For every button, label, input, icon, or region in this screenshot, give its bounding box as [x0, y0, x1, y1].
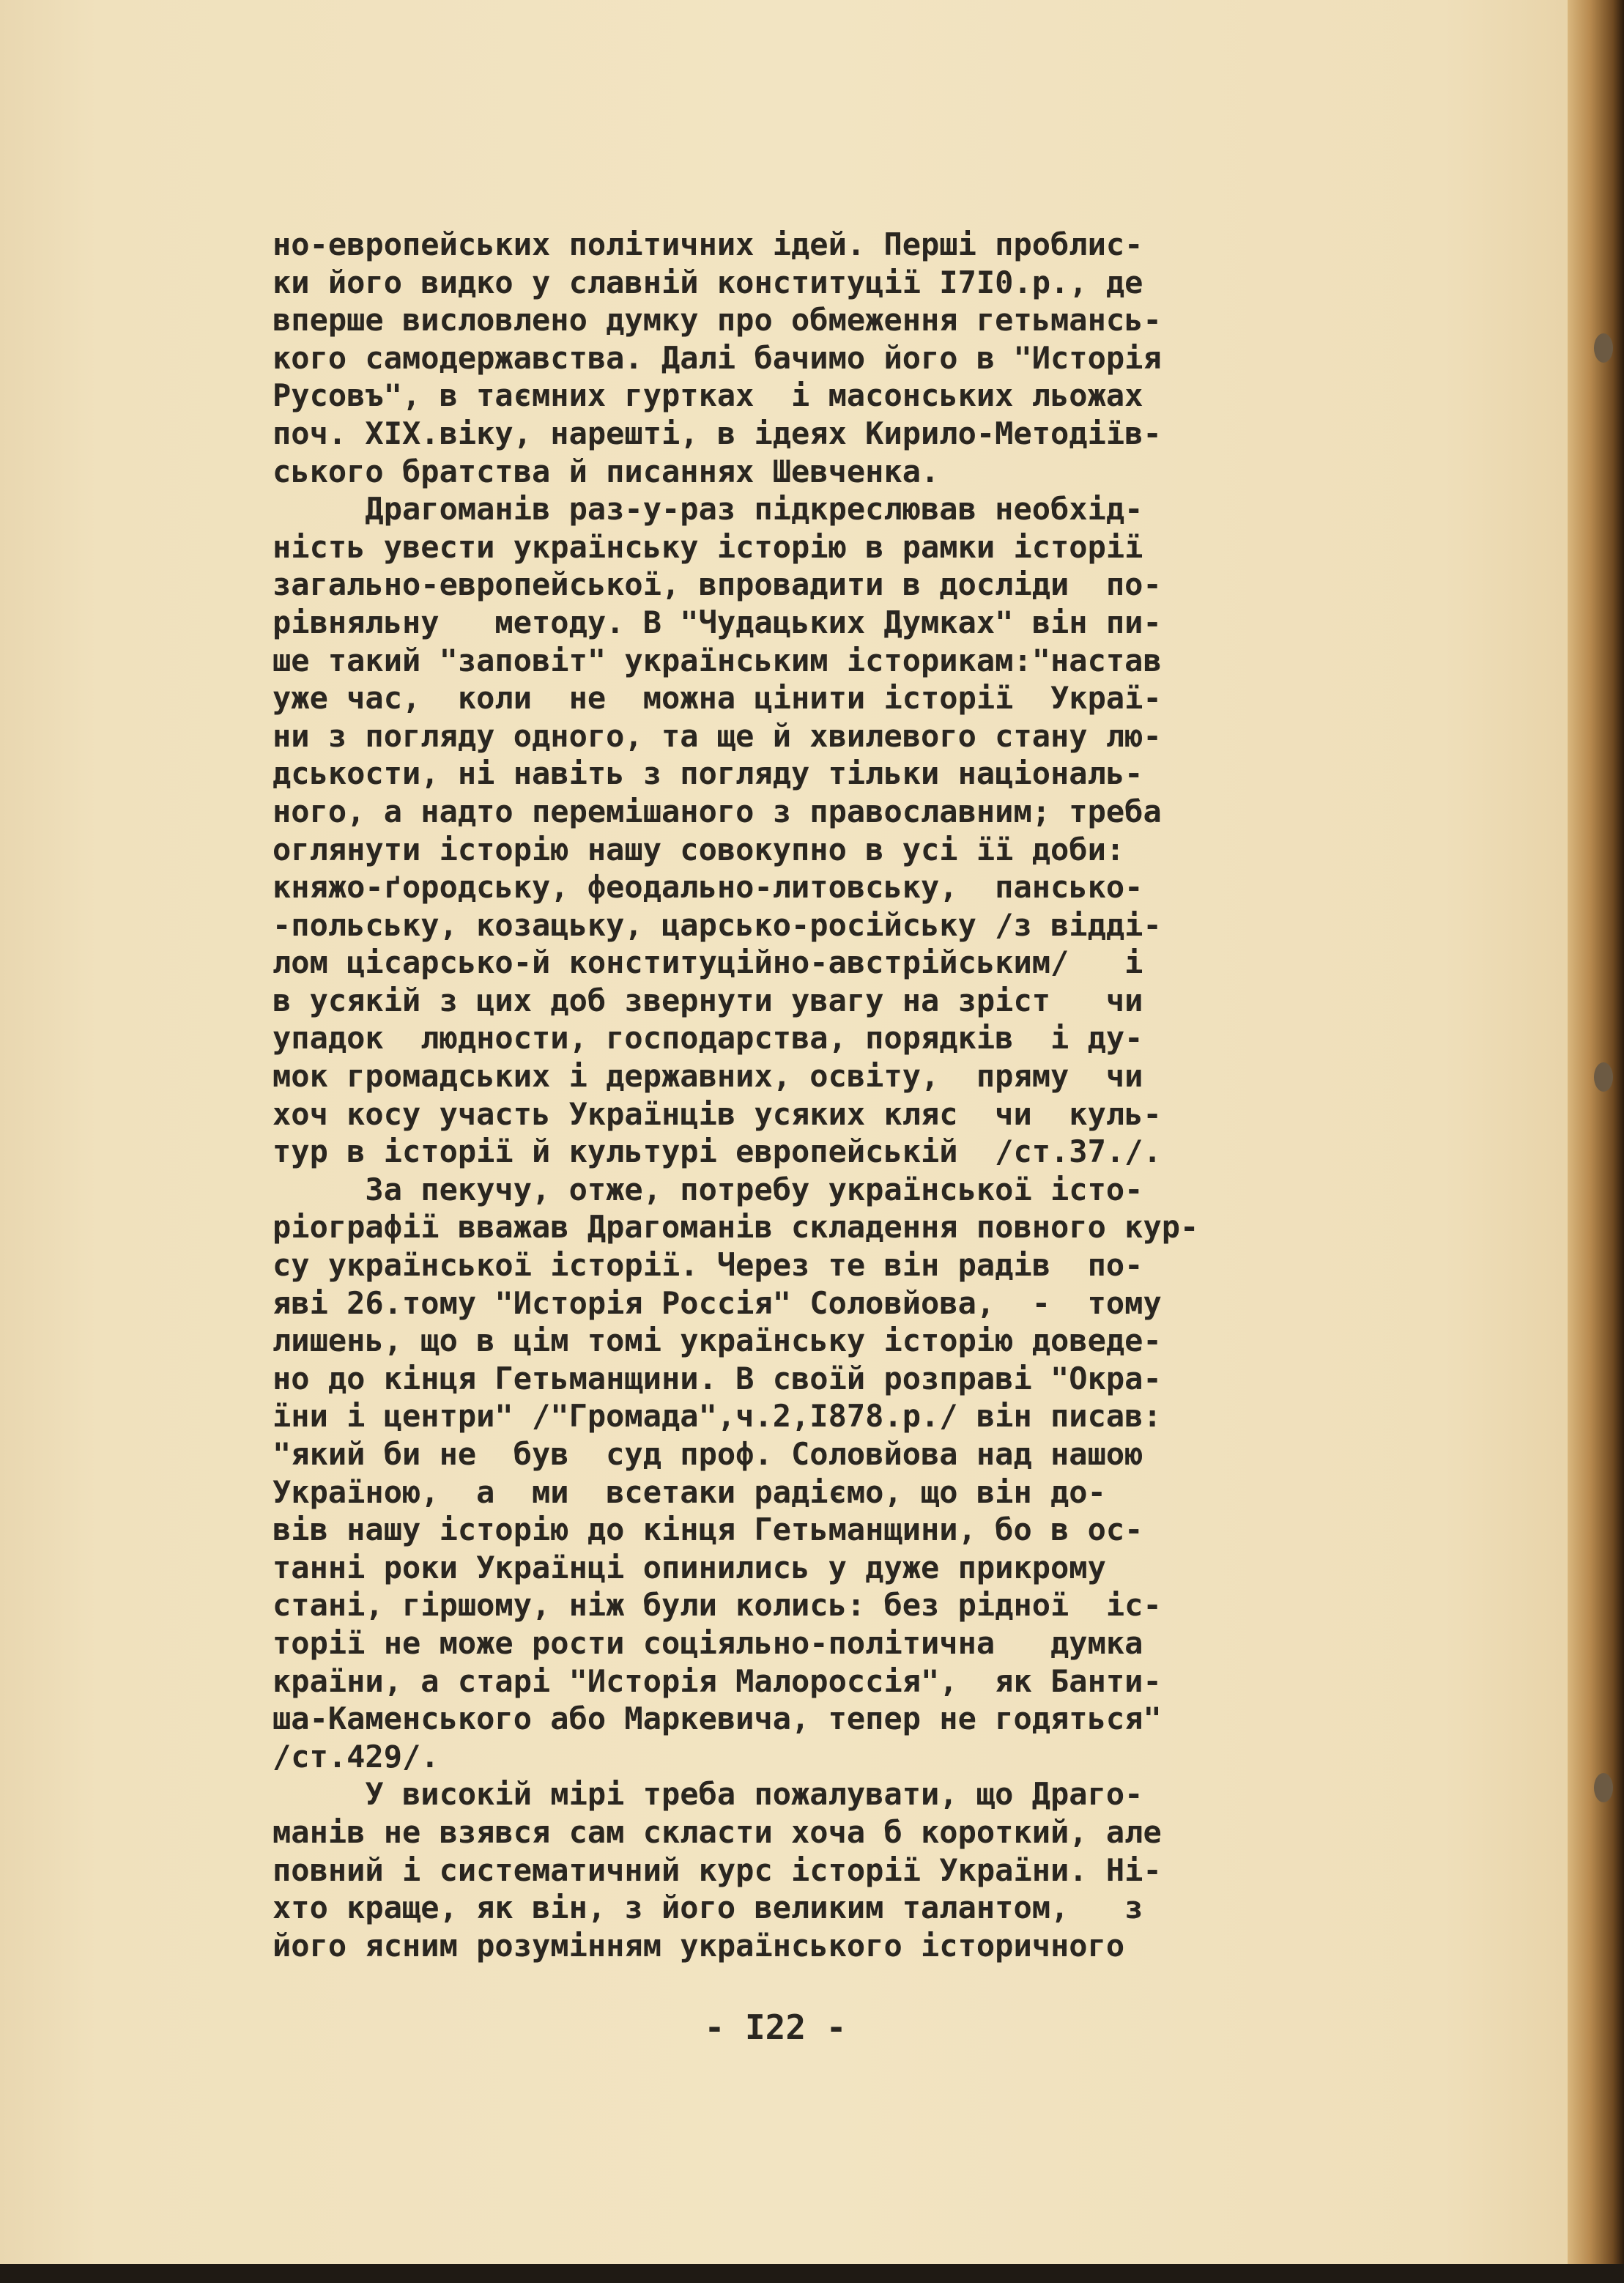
text-line: ського братства й писаннях Шевченка. — [272, 453, 940, 489]
text-line: вперше висловлено думку про обмеження гетьмансь- — [272, 302, 1162, 338]
text-line: танні роки Українці опинились у дуже прикрому — [272, 1549, 1106, 1585]
text-line: вів нашу історію до кінця Гетьманщини, бо в ос- — [272, 1511, 1143, 1548]
text-line: хоч косу участь Українців усяких кляс чи куль- — [272, 1095, 1162, 1132]
text-line: стані, гіршому, ніж були колись: без рідної іс- — [272, 1587, 1162, 1624]
text-line: тур в історії й культурі европейській /ст.37./. — [272, 1133, 1162, 1170]
text-line: поч. XIX.віку, нарешті, в ідеях Кирило-Методіїв- — [272, 415, 1162, 451]
text-line: уже час, коли не можна цінити історії Украї- — [272, 680, 1162, 717]
scan-bottom-edge — [0, 2264, 1624, 2283]
text-line: "який би не був суд проф. Соловйова над нашою — [272, 1436, 1143, 1472]
text-line: його ясним розумінням українського історичного — [272, 1927, 1125, 1964]
text-line: лом цісарсько-й конституційно-австрійським/ і — [272, 944, 1143, 981]
binding-hole-icon — [1594, 1062, 1613, 1092]
text-line: ша-Каменського або Маркевича, тепер не годяться" — [272, 1701, 1162, 1737]
text-line: /ст.429/. — [272, 1738, 440, 1775]
text-line: повний і систематичний курс історії України. Ні- — [272, 1851, 1162, 1888]
page-number-label: - І22 - — [704, 2008, 847, 2047]
text-line: дськости, ні навіть з погляду тільки національ- — [272, 755, 1143, 792]
binding-hole-icon — [1594, 1773, 1613, 1802]
text-line: су української історії. Через те він радів по- — [272, 1247, 1143, 1284]
text-line: їни і центри" /"Громада",ч.2,І878.р./ він писав: — [272, 1398, 1162, 1435]
text-line: За пекучу, отже, потребу української істо- — [272, 1171, 1143, 1207]
text-line: ше такий "заповіт" українським історикам:"настав — [272, 642, 1162, 678]
text-line: ріографії вважав Драгоманів складення повного кур- — [272, 1209, 1199, 1246]
binding-hole-icon — [1594, 333, 1613, 363]
text-line: ного, а надто перемішаного з православним; треба — [272, 793, 1162, 829]
text-line: оглянути історію нашу совокупно в усі її доби: — [272, 831, 1125, 867]
text-line: княжо-ґородську, феодально-литовську, панськo- — [272, 869, 1143, 906]
text-line: Україною, а ми всетаки радіємо, що він до- — [272, 1473, 1106, 1510]
text-line: ки його видко у славній конституції І7І0.р., де — [272, 264, 1143, 300]
text-line: яві 26.тому "Исторія Россія" Соловйова, - тому — [272, 1284, 1162, 1321]
text-line: но до кінця Гетьманщини. В своїй розправі "Окра- — [272, 1360, 1162, 1396]
text-line: загально-европейської, впровадити в досліди по- — [272, 566, 1162, 603]
text-line: країни, а старі "Исторія Малороссія", як Банти- — [272, 1662, 1162, 1699]
text-line: У високій мірі треба пожалувати, що Драго- — [272, 1776, 1143, 1813]
text-line: рівняльну методу. В "Чудацьких Думках" він пи- — [272, 604, 1162, 640]
page-number — [0, 2008, 1604, 2047]
text-line: но-европейських політичних ідей. Перші проблис- — [272, 226, 1143, 262]
text-line: торії не може рости соціяльно-політична думка — [272, 1624, 1143, 1661]
text-line: Русовъ", в таємних гуртках і масонських льожах — [272, 377, 1143, 414]
text-line: лишень, що в цім томі українську історію доведе- — [272, 1322, 1162, 1359]
text-line: -польську, козацьку, царсько-російську /з відді- — [272, 906, 1162, 943]
text-line: упадок людности, господарства, порядків і ду- — [272, 1020, 1143, 1057]
text-line: манів не взявся сам скласти хоча б короткий, але — [272, 1813, 1162, 1850]
text-line: ни з погляду одного, та ще й хвилевого стану лю- — [272, 717, 1162, 754]
text-line: кого самодержавства. Далі бачимо його в "Исторія — [272, 339, 1162, 376]
text-line: Драгоманів раз-у-раз підкреслював необхід- — [272, 491, 1143, 528]
text-line: мок громадських і державних, освіту, пряму чи — [272, 1058, 1143, 1095]
text-line: в усякій з цих доб звернути увагу на зріст чи — [272, 982, 1143, 1018]
body-text — [272, 226, 1474, 1964]
text-line: ність увести українську історію в рамки історії — [272, 528, 1143, 565]
text-line: хто краще, як він, з його великим талантом, з — [272, 1890, 1143, 1926]
